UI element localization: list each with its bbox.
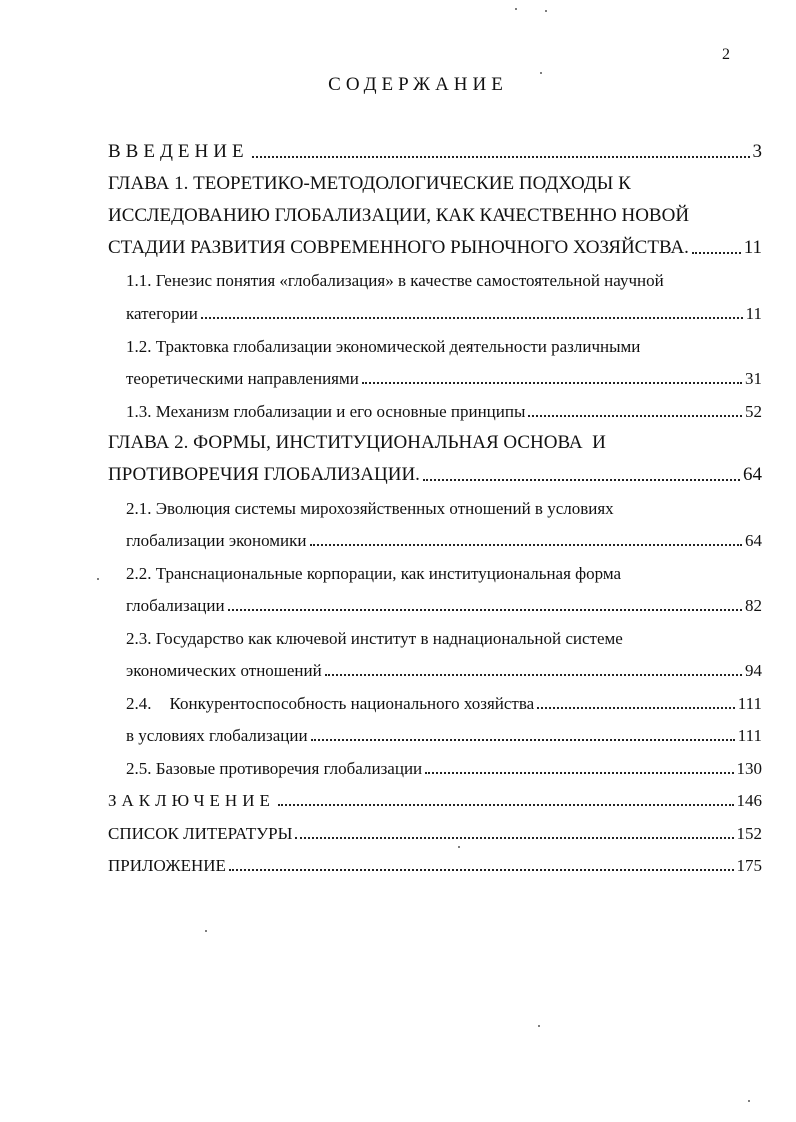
toc-entry-label: ПРИЛОЖЕНИЕ: [108, 856, 226, 875]
leader-dots: [325, 674, 742, 676]
toc-entry-label: в условиях глобализации: [126, 726, 308, 745]
leader-dots: [311, 739, 735, 741]
toc-section-2-4-line-2[interactable]: [126, 719, 762, 749]
toc-section-2-3-line-2[interactable]: [126, 654, 762, 684]
toc-section-2-5[interactable]: [126, 752, 762, 782]
scan-speck: [540, 72, 542, 74]
toc-section-2-1-line-2[interactable]: [126, 524, 762, 554]
toc-entry-number: 2.4.: [126, 694, 152, 713]
leader-dots: [228, 609, 742, 611]
scan-speck: [97, 578, 99, 580]
scan-speck: [748, 1100, 750, 1102]
toc-entry-page: 31: [745, 369, 762, 388]
scan-speck: [458, 846, 460, 848]
toc-entry-page: 11: [743, 237, 762, 258]
toc-entry-page: 111: [737, 726, 762, 745]
toc-entry-label: ГЛАВА 2. ФОРМЫ, ИНСТИТУЦИОНАЛЬНАЯ ОСНОВА И: [108, 432, 606, 453]
toc-entry-label: ИССЛЕДОВАНИЮ ГЛОБАЛИЗАЦИИ, КАК КАЧЕСТВЕННО НОВОЙ: [108, 205, 690, 226]
toc-section-1-2-line-1[interactable]: [126, 330, 762, 360]
toc-entry-page: 64: [743, 464, 762, 485]
toc-entry-label: категории: [126, 304, 198, 323]
toc-entry-label: ПРОТИВОРЕЧИЯ ГЛОБАЛИЗАЦИИ.: [108, 464, 420, 485]
toc-entry-label: экономических отношений: [126, 661, 322, 680]
page-title: СОДЕРЖАНИЕ: [328, 74, 508, 95]
toc-chapter-1-line-3[interactable]: [108, 232, 762, 262]
toc-entry-label: ГЛАВА 1. ТЕОРЕТИКО-МЕТОДОЛОГИЧЕСКИЕ ПОДХОДЫ К: [108, 173, 631, 194]
toc-entry-page: 146: [736, 791, 762, 810]
page-number: 2: [722, 46, 730, 63]
leader-dots: [295, 837, 733, 839]
toc-entry-label: 1.3. Механизм глобализации и его основные принципы: [126, 402, 526, 421]
toc-entry-label: глобализации экономики: [126, 531, 307, 550]
toc-entry-label: 1.1. Генезис понятия «глобализация» в качестве самостоятельной научной: [126, 271, 664, 290]
scan-speck: [538, 1025, 540, 1027]
toc-entry-intro[interactable]: [108, 136, 762, 166]
toc-entry-label: Конкурентоспособность национального хозяйства: [169, 694, 535, 713]
toc-entry-page: 3: [752, 141, 762, 162]
toc-section-1-1-line-1[interactable]: [126, 264, 762, 294]
toc-section-1-3[interactable]: [126, 395, 762, 425]
toc-entry-label: 2.3. Государство как ключевой институт в наднациональной системе: [126, 629, 623, 648]
toc-entry-label: 2.5. Базовые противоречия глобализации: [126, 759, 423, 778]
toc-entry-page: 175: [736, 856, 762, 875]
leader-dots: [528, 415, 742, 417]
toc-entry-label: 2.2. Транснациональные корпорации, как институциональная форма: [126, 564, 622, 583]
toc-entry-label: теоретическими направлениями: [126, 369, 359, 388]
leader-dots: [252, 156, 750, 158]
leader-dots: [362, 382, 742, 384]
toc-entry-label: ВВЕДЕНИЕ: [108, 141, 249, 162]
toc-chapter-1-line-1[interactable]: [108, 168, 762, 198]
scan-speck: [205, 930, 207, 932]
toc-entry-label: СТАДИИ РАЗВИТИЯ СОВРЕМЕННОГО РЫНОЧНОГО ХОЗЯЙСТВА.: [108, 237, 689, 258]
toc-entry-label: 2.1. Эволюция системы мирохозяйственных отношений в условиях: [126, 499, 614, 518]
toc-section-2-2-line-2[interactable]: [126, 589, 762, 619]
leader-dots: [425, 772, 733, 774]
toc-chapter-1-line-2[interactable]: [108, 200, 762, 230]
scan-speck: [515, 8, 517, 10]
toc-entry-label: ЗАКЛЮЧЕНИЕ: [108, 791, 275, 810]
toc-section-2-4-line-1[interactable]: [126, 687, 762, 717]
toc-entry-label: СПИСОК ЛИТЕРАТУРЫ: [108, 824, 293, 843]
toc-section-2-3-line-1[interactable]: [126, 622, 762, 652]
toc-section-2-2-line-1[interactable]: [126, 557, 762, 587]
leader-dots: [692, 252, 741, 254]
toc-entry-page: 152: [736, 824, 762, 843]
toc-entry-conclusion[interactable]: [108, 784, 762, 814]
toc-entry-page: 52: [745, 402, 762, 421]
toc-section-1-1-line-2[interactable]: [126, 297, 762, 327]
leader-dots: [310, 544, 742, 546]
toc-entry-label: глобализации: [126, 596, 225, 615]
leader-dots: [537, 707, 735, 709]
toc-entry-page: 130: [736, 759, 762, 778]
toc-entry-label: 1.2. Трактовка глобализации экономической деятельности различными: [126, 337, 641, 356]
toc-section-1-2-line-2[interactable]: [126, 362, 762, 392]
leader-dots: [278, 804, 734, 806]
toc-entry-page: 111: [737, 694, 762, 713]
toc-entry-page: 64: [745, 531, 762, 550]
toc-chapter-2-line-2[interactable]: [108, 459, 762, 489]
toc-entry-appendix[interactable]: [108, 849, 762, 879]
toc-section-2-1-line-1[interactable]: [126, 492, 762, 522]
toc-chapter-2-line-1[interactable]: [108, 427, 762, 457]
toc-entry-page: 82: [745, 596, 762, 615]
leader-dots: [229, 869, 734, 871]
toc-entry-references[interactable]: [108, 817, 762, 847]
leader-dots: [423, 479, 740, 481]
leader-dots: [201, 317, 743, 319]
toc-entry-page: 11: [745, 304, 762, 323]
toc-entry-page: 94: [745, 661, 762, 680]
scan-speck: [545, 10, 547, 12]
